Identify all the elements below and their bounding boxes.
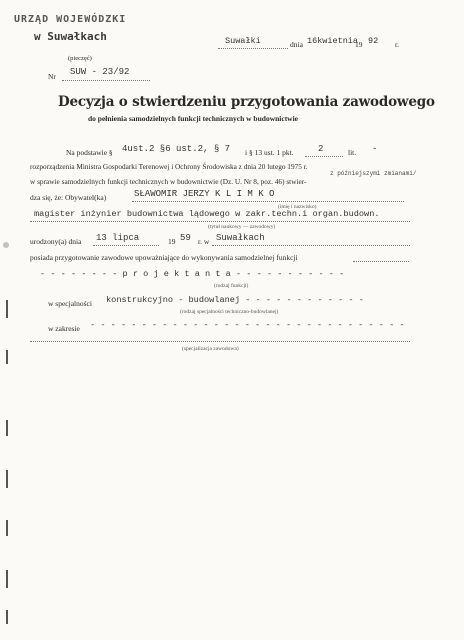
specialty-caption: (rodzaj specjalności techniczno-budowlanej) — [180, 309, 279, 315]
born-place-line — [212, 245, 410, 246]
place: Suwałki — [225, 36, 261, 46]
function-value: - - - - - - - - p r o j e k t a n t a - - - - - - - - - - - — [40, 269, 345, 279]
degree-caption: (tytuł naukowy — zawodowy) — [208, 224, 276, 230]
seal-label: (pieczęć) — [68, 55, 92, 62]
degree: magister inżynier budownictwa lądowego w zakr.techn.i organ.budown. — [34, 209, 380, 219]
regulation-correction: z późniejszymi zmianami/ — [330, 170, 417, 177]
date-day-month: 16kwietnia — [307, 36, 359, 46]
binder-mark — [6, 350, 8, 364]
name-line — [132, 201, 404, 202]
basis-lit-value: - — [372, 144, 378, 154]
place-line — [218, 48, 288, 49]
citizen-name: SŁAWOMIR JERZY K L I M K O — [134, 189, 275, 199]
binder-mark — [6, 520, 8, 536]
scope-value: - - - - - - - - - - - - - - - - - - - - - - - - - - - - - - - — [90, 320, 405, 330]
scope-line-2 — [30, 341, 410, 342]
date-suffix: r. — [395, 40, 399, 49]
name-caption: (imię i nazwisko) — [278, 204, 317, 210]
scope-prefix: w zakresie — [48, 324, 80, 333]
binder-mark — [6, 570, 8, 588]
specialty-prefix: w specjalności — [48, 299, 92, 308]
date-year-prefix: 19 — [355, 40, 363, 49]
born-prefix: urodzony(a) dnia — [30, 237, 82, 246]
basis-mid: i § 13 ust. 1 pkt. — [245, 148, 294, 157]
born-date-line — [93, 245, 159, 246]
number-prefix: Nr — [48, 72, 56, 81]
document-title: Decyzja o stwierdzeniu przygotowania zawodowego — [58, 94, 435, 110]
born-place-prefix: r. w — [198, 237, 210, 246]
statement-prefix: dza się, że: Obywatel(ka) — [30, 193, 107, 202]
born-date: 13 lipca — [96, 233, 140, 243]
punch-hole — [3, 242, 9, 248]
degree-line — [30, 221, 410, 222]
pkt-line — [305, 156, 343, 157]
basis-lit: lit. — [348, 148, 357, 157]
office-stamp-line1: URZĄD WOJEWÓDZKI — [14, 14, 127, 25]
basis-pkt: 2 — [318, 144, 324, 154]
regulation-line: rozporządzenia Ministra Gospodarki Terenowej i Ochrony Środowiska z dnia 20 lutego 1975 r. — [30, 162, 308, 171]
document-subtitle: do pełnienia samodzielnych funkcji technicznych w budownictwie — [88, 114, 299, 123]
binder-mark — [6, 470, 8, 488]
function-caption: (rodzaj funkcji) — [214, 283, 249, 289]
binder-mark — [6, 420, 8, 436]
born-year: 59 — [180, 233, 191, 243]
date-prefix: dnia — [290, 40, 303, 49]
born-year-prefix: 19 — [168, 237, 176, 246]
born-place: Suwałkach — [216, 233, 265, 243]
number-line — [62, 80, 150, 81]
basis-typed: 4ust.2 §6 ust.2, § 7 — [122, 144, 231, 154]
binder-mark — [6, 300, 8, 318]
number-value: SUW - 23/92 — [70, 67, 130, 77]
qualification-line-fill — [353, 261, 409, 262]
binder-mark — [6, 610, 8, 624]
date-year: 92 — [368, 36, 379, 46]
qualification-line: posiada przygotowanie zawodowe upoważniające do wykonywania samodzielnej funkcji — [30, 253, 298, 262]
scope-caption: (specjalizacja zawodowa) — [182, 346, 239, 352]
basis-prefix: Na podstawie § — [66, 148, 113, 157]
regulation-line-2: w sprawie samodzielnych funkcji technicznych w budownictwie (Dz. U. Nr 8, poz. 46) stwier- — [30, 177, 307, 186]
office-stamp-line2: w Suwałkach — [34, 30, 107, 43]
specialty-value: konstrukcyjno - budowlanej - - - - - - - - - - - - — [106, 295, 364, 305]
